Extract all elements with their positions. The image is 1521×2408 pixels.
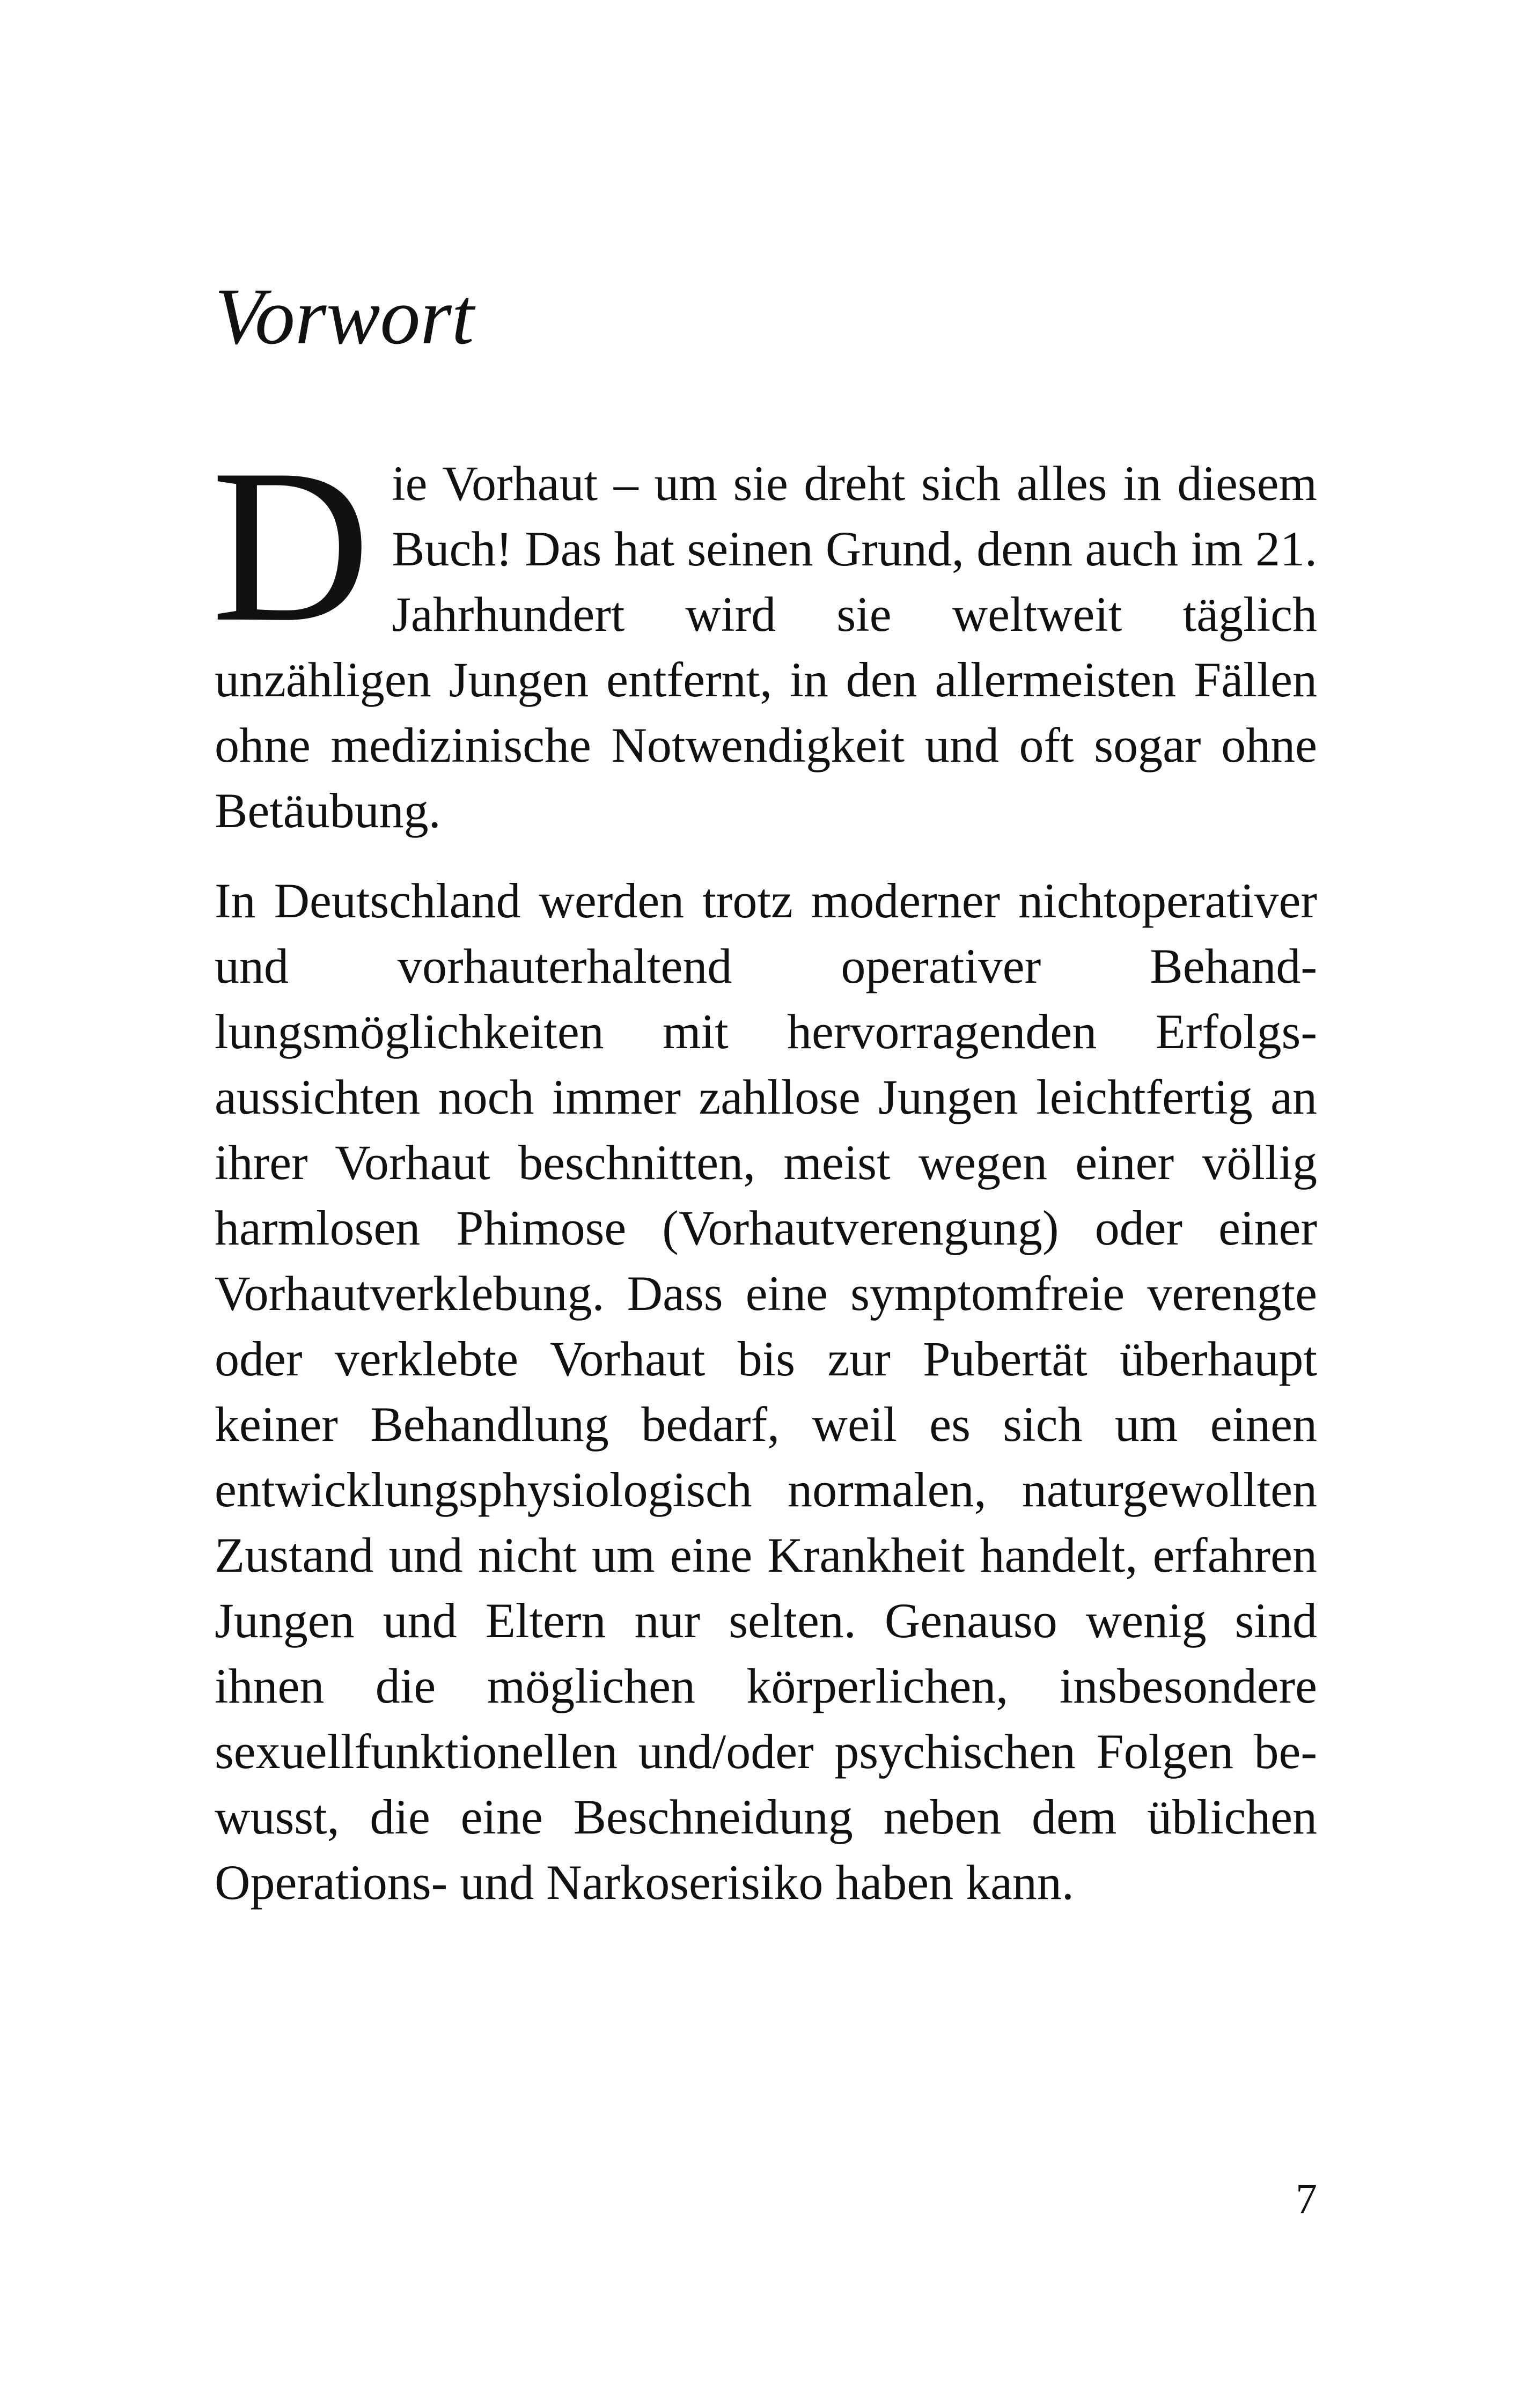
body-text (211, 424, 1317, 1915)
page-number: 7 (1296, 2176, 1317, 2223)
chapter-title: Vorwort (215, 272, 474, 361)
paragraph-intro (211, 424, 1317, 843)
drop-cap-letter: D (211, 424, 371, 667)
paragraph-second: In Deutschland werden trotz moderner nichtoperativer und vorhauterhaltend operativer Behandlungsmöglichkeiten mit hervorragenden Erfolgsaussichten noch immer zahllose Jungen leichtfertig an ihrer Vorhaut beschnitten, meist wegen einer völlig harmlosen Phimose (Vorhautverengung) oder einer Vorhautverklebung. Dass eine symptomfreie verengte oder verklebte Vorhaut bis zur Pubertät überhaupt keiner Behandlung bedarf, weil es sich um einen entwicklungsphysiologisch normalen, naturgewollten Zustand und nicht um eine Krankheit handelt, erfahren Jungen und Eltern nur selten. Genauso wenig sind ihnen die möglichen körperlichen, insbesondere sexuellfunktionellen und/oder psychischen Folgen bewusst, die eine Beschneidung neben dem üblichen Operations- und Narkoserisiko haben kann. (215, 873, 1317, 1910)
paragraph-intro-text: ie Vorhaut – um sie dreht sich alles in diesem Buch! Das hat seinen Grund, denn auch im 21. Jahrhundert wird sie weltweit täglich unzähligen Jungen entfernt, in den allermeisten Fällen ohne medizinische Notwendigkeit und oft sogar ohne Betäubung. (215, 456, 1317, 838)
